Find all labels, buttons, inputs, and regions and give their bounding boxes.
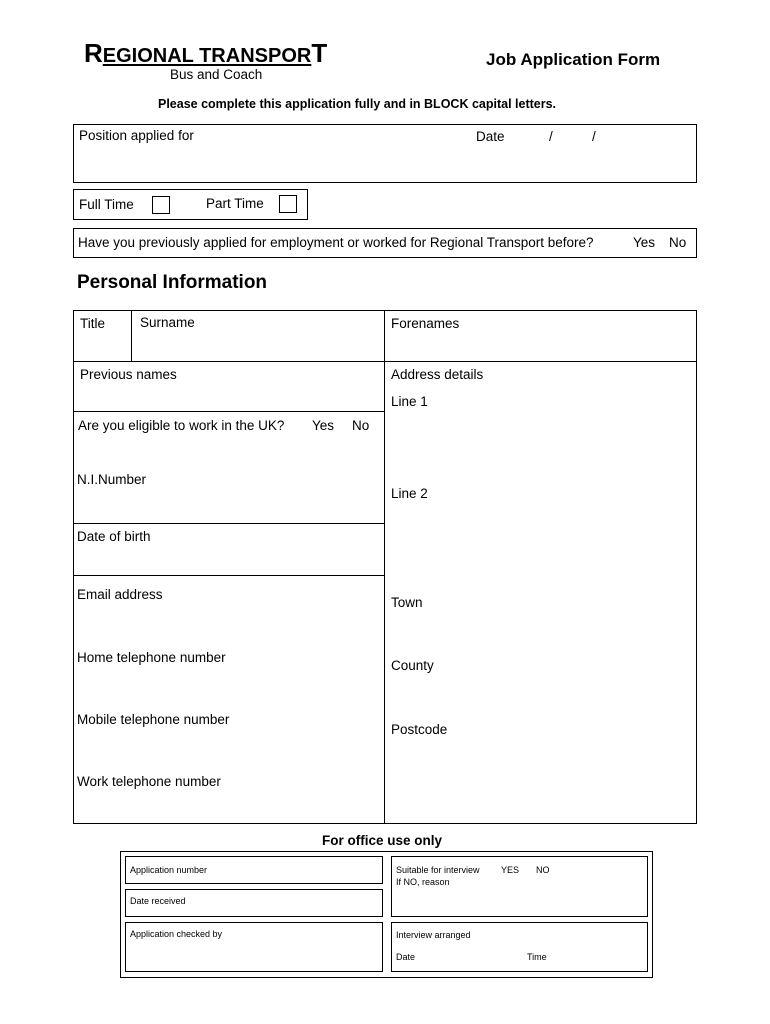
date-received-label: Date received xyxy=(130,896,186,906)
column-divider xyxy=(384,310,385,824)
part-time-checkbox[interactable] xyxy=(279,195,297,213)
application-checked-label: Application checked by xyxy=(130,929,223,939)
ni-number-label: N.I.Number xyxy=(77,472,147,487)
logo-text: EGIONAL TRANSPOR xyxy=(102,45,312,67)
previous-names-label: Previous names xyxy=(80,367,177,382)
application-number-label: Application number xyxy=(130,865,208,875)
home-tel-label: Home telephone number xyxy=(77,650,226,665)
eligibility-question: Are you eligible to work in the UK? xyxy=(78,418,285,433)
suitable-no[interactable]: NO xyxy=(536,865,550,875)
interview-arranged-label: Interview arranged xyxy=(396,930,471,940)
interview-date-label: Date xyxy=(396,952,416,962)
form-title: Job Application Form xyxy=(486,50,661,69)
logo xyxy=(84,38,327,69)
instruction-text: Please complete this application fully and in BLOCK capital letters. xyxy=(158,97,557,111)
dob-label: Date of birth xyxy=(77,529,151,544)
full-time-checkbox[interactable] xyxy=(152,196,170,214)
row-divider-email xyxy=(73,575,384,576)
date-separator-1: / xyxy=(549,129,553,144)
surname-label: Surname xyxy=(140,315,195,330)
town-label: Town xyxy=(391,595,423,610)
if-no-reason-label: If NO, reason xyxy=(396,877,450,887)
eligibility-no[interactable]: No xyxy=(352,418,370,433)
date-label: Date xyxy=(476,129,505,144)
county-label: County xyxy=(391,658,434,673)
row-divider-eligibility xyxy=(73,411,384,412)
part-time-label: Part Time xyxy=(206,196,264,211)
eligibility-yes[interactable]: Yes xyxy=(312,418,335,433)
address-line2-label: Line 2 xyxy=(391,486,428,501)
postcode-label: Postcode xyxy=(391,722,448,737)
previous-application-yes[interactable]: Yes xyxy=(633,235,656,250)
office-use-heading: For office use only xyxy=(322,833,443,848)
work-tel-label: Work telephone number xyxy=(77,774,221,789)
full-time-label: Full Time xyxy=(79,197,134,212)
logo-subtitle: Bus and Coach xyxy=(170,67,263,82)
forenames-label: Forenames xyxy=(391,316,460,331)
address-details-label: Address details xyxy=(391,367,484,382)
suitable-label: Suitable for interview xyxy=(396,865,480,875)
row-divider-dob xyxy=(73,523,384,524)
date-separator-2: / xyxy=(592,129,596,144)
logo-letter-r: R xyxy=(84,38,103,68)
logo-letter-t: T xyxy=(311,38,328,68)
personal-info-heading: Personal Information xyxy=(77,272,268,293)
title-label: Title xyxy=(80,316,106,331)
suitable-yes[interactable]: YES xyxy=(501,865,520,875)
position-label: Position applied for xyxy=(79,128,194,143)
email-label: Email address xyxy=(77,587,163,602)
previous-application-question: Have you previously applied for employment or worked for Regional Transport before? xyxy=(78,235,594,250)
row-divider-names xyxy=(73,361,697,362)
interview-time-label: Time xyxy=(527,952,547,962)
personal-info-table xyxy=(73,310,697,824)
previous-application-no[interactable]: No xyxy=(669,235,687,250)
mobile-tel-label: Mobile telephone number xyxy=(77,712,230,727)
address-line1-label: Line 1 xyxy=(391,394,428,409)
